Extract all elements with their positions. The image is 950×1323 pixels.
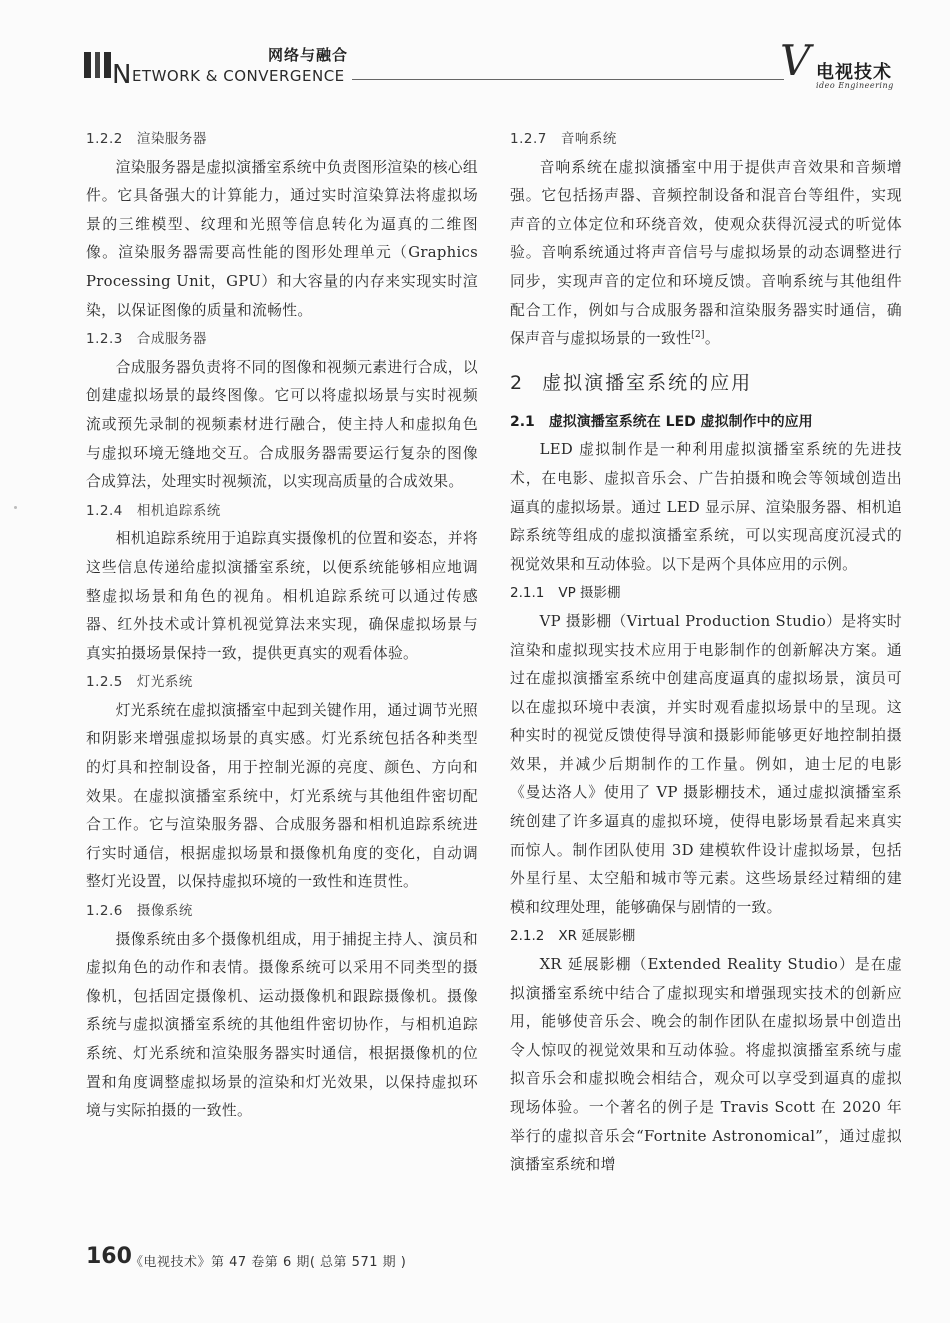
header-rule <box>352 79 784 80</box>
paragraph-camera-system: 摄像系统由多个摄像机组成，用于捕捉主持人、演员和虚拟角色的动作和表情。摄像系统可以采用不同类型的摄像机，包括固定摄像机、运动摄像机和跟踪摄像机。摄像系统与虚拟演播室系统的其他组件密切协作，与相机追踪系统、灯光系统和渲染服务器实时通信，根据摄像机的位置和角度调整虚拟场景的渲染和灯光效果，以保持虚拟环境与实际拍摄的一致性。 <box>86 930 478 1120</box>
citation-ref[interactable]: [2] <box>691 330 705 341</box>
heading-1-2-7: 1.2.7 音响系统 <box>510 131 617 147</box>
heading-2-1-1: 2.1.1 VP 摄影棚 <box>510 585 621 602</box>
page-number: 160 <box>86 1244 132 1269</box>
left-column <box>86 125 478 1126</box>
paragraph-rendering-server: 渲染服务器是虚拟演播室系统中负责图形渲染的核心组件。它具备强大的计算能力，通过实时渲染算法将虚拟场景的三维模型、纹理和光照等信息转化为逼真的二维图像。渲染服务器需要高性能的图形处理单元（Graphics Processing Unit，GPU）和大容量的内存来实现实时渲染，以保证图像的质量和流畅性。 <box>86 158 478 319</box>
logo-v-mark: V <box>780 36 811 85</box>
paragraph-lighting-system: 灯光系统在虚拟演播室中起到关键作用，通过调节光照和阴影来增强虚拟场景的真实感。灯光系统包括各种类型的灯具和控制设备，用于控制光源的亮度、颜色、方向和效果。在虚拟演播室系统中，灯光系统与其他组件密切配合工作。它与渲染服务器、合成服务器和相机追踪系统进行实时通信，根据虚拟场景和摄像机角度的变化，自动调整灯光设置，以保持虚拟环境的一致性和连贯性。 <box>86 701 478 891</box>
heading-1-2-4: 1.2.4 相机追踪系统 <box>86 502 221 519</box>
heading-2-1-2: 2.1.2 XR 延展影棚 <box>510 928 636 945</box>
section-title-en-rest: ETWORK & CONVERGENCE <box>131 67 345 85</box>
paragraph-xr-studio: XR 延展影棚（Extended Reality Studio）是在虚拟演播室系统中结合了虚拟现实和增强现实技术的创新应用，能够使音乐会、晚会的制作团队在虚拟场景中创造出令人惊叹的视觉效果和互动体验。将虚拟演播室系统与虚拟音乐会和虚拟晚会相结合，观众可以享受到逼真的虚拟现场体验。一个著名的例子是 Travis Scott 在 2020 年举行的虚拟音乐会“Fortnite Astronomical”，通过虚拟演播室系统和增 <box>510 956 902 1174</box>
right-column <box>510 125 902 1180</box>
heading-1-2-5: 1.2.5 灯光系统 <box>86 674 193 691</box>
scan-speck <box>14 506 17 509</box>
heading-2-1: 2.1 虚拟演播室系统在 LED 虚拟制作中的应用 <box>510 413 813 430</box>
section-title-en <box>112 60 345 90</box>
section-title-cn: 网络与融合 <box>268 46 349 64</box>
paragraph-audio-system: 音响系统在虚拟演播室中用于提供声音效果和音频增强。它包括扬声器、音频控制设备和混音台等组件，实现声音的立体定位和环绕音效，使观众获得沉浸式的听觉体验。音响系统通过将声音信号与虚拟场景的动态调整进行同步，实现声音的定位和环境反馈。音响系统与其他组件配合工作，例如与合成服务器和渲染服务器实时通信，确保声音与虚拟场景的一致性[2]。 <box>510 158 902 348</box>
journal-logo <box>780 36 910 92</box>
heading-1-2-6: 1.2.6 摄像系统 <box>86 903 193 920</box>
paragraph-camera-tracking: 相机追踪系统用于追踪真实摄像机的位置和姿态，并将这些信息传递给虚拟演播室系统，以便系统能够相应地调整虚拟场景和角色的视角。相机追踪系统可以通过传感器、红外技术或计算机视觉算法来实现，确保虚拟场景与真实拍摄场景保持一致，提供更真实的观看体验。 <box>86 530 478 662</box>
logo-en-text: ideo Engineering <box>816 81 894 90</box>
paragraph-vp-studio: VP 摄影棚（Virtual Production Studio）是将实时渲染和虚拟现实技术应用于电影制作的创新解决方案。通过在虚拟演播室系统中创建高度逼真的虚拟场景，演员可以在虚拟环境中表演，并实时观看虚拟场景中的呈现。这种实时的视觉反馈使得导演和摄影师能够更好地控制拍摄效果，并减少后期制作的工作量。例如，迪士尼的电影《曼达洛人》使用了 VP 摄影棚技术，通过虚拟演播室系统创建了许多逼真的虚拟环境，使得电影场景看起来真实而惊人。制作团队使用 3D 建模软件设计虚拟场景，包括外星行星、太空船和城市等元素。这些场景经过精细的建模和纹理处理，能够确保与剧情的一致。 <box>510 612 902 916</box>
logo-cn-text: 电视技术 <box>816 62 892 83</box>
journal-info: 《电视技术》第 47 卷第 6 期( 总第 571 期 ) <box>130 1255 407 1270</box>
header-decoration-bars <box>84 52 111 78</box>
paragraph-compositing-server: 合成服务器负责将不同的图像和视频元素进行合成，以创建虚拟场景的最终图像。它可以将虚拟场景与实时视频流或预先录制的视频素材进行融合，使主持人和虚拟角色与虚拟环境无缝地交互。合成服务器需要运行复杂的图像合成算法，处理实时视频流，以实现高质量的合成效果。 <box>86 358 478 491</box>
heading-1-2-3: 1.2.3 合成服务器 <box>86 331 207 348</box>
heading-1-2-2: 1.2.2 渲染服务器 <box>86 131 207 147</box>
heading-section-2: 2 虚拟演播室系统的应用 <box>510 371 753 394</box>
section-title-en-initial: N <box>112 60 132 90</box>
paragraph-led-virtual-production: LED 虚拟制作是一种利用虚拟演播室系统的先进技术，在电影、虚拟音乐会、广告拍摄和晚会等领域创造出逼真的虚拟场景。通过 LED 显示屏、渲染服务器、相机追踪系统等组成的虚拟演播室系统，可以实现高度沉浸式的视觉效果和互动体验。以下是两个具体应用的示例。 <box>510 441 902 573</box>
